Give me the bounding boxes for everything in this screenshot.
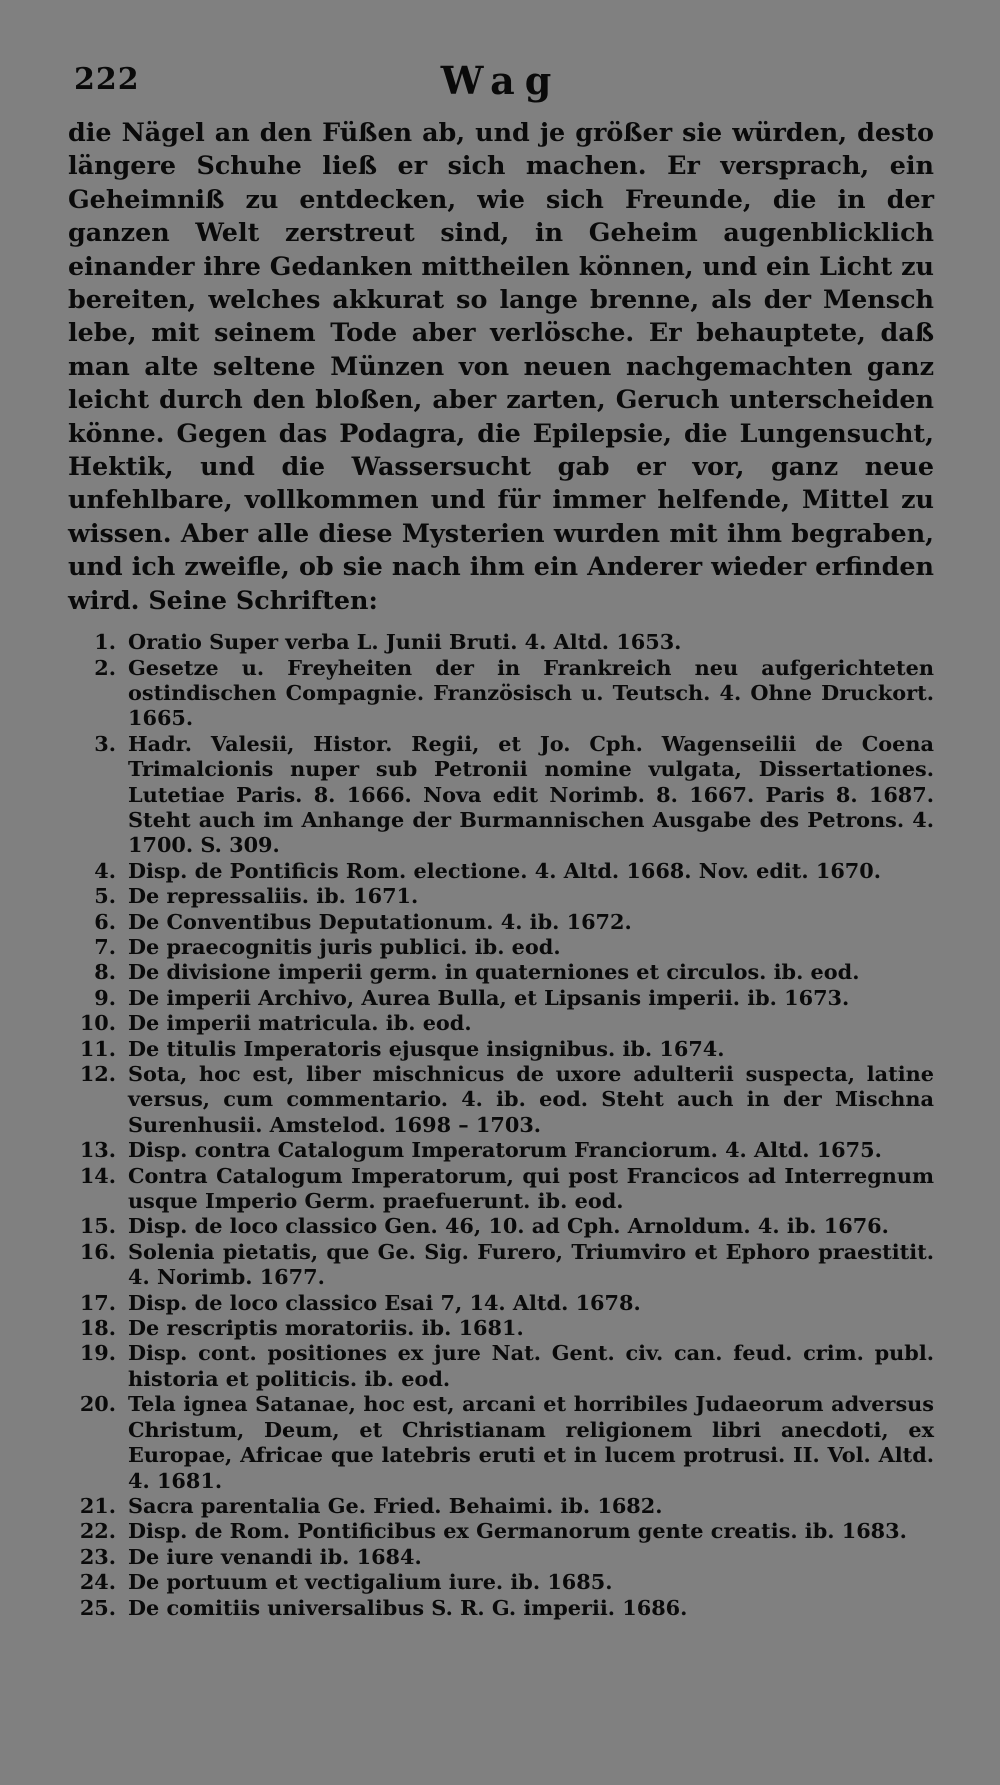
list-item bbox=[68, 1213, 934, 1238]
list-item-text: De portuum et vectigalium iure. ib. 1685. bbox=[128, 1569, 613, 1595]
list-item-text: Disp. contra Catalogum Imperatorum Franciorum. 4. Altd. 1675. bbox=[128, 1137, 882, 1163]
list-item-text: Hadr. Valesii, Histor. Regii, et Jo. Cph. Wagenseilii de Coena Trimalcionis nuper sub Petronii nomine vulgata, Dissertationes. Lutetiae Paris. 8. 1666. Nova edit Norimb. 8. 1667. Paris 8. 1687. Steht auch im Anhange der Burmannischen Ausgabe des Petrons. 4. 1700. S. 309. bbox=[128, 730, 934, 858]
list-item-text: De titulis Imperatoris ejusque insignibus. ib. 1674. bbox=[128, 1035, 725, 1061]
list-item-number: 1. bbox=[94, 629, 116, 655]
list-item-number: 22. bbox=[79, 1518, 116, 1544]
list-item-number: 21. bbox=[79, 1492, 116, 1518]
list-item-text: De rescriptis moratoriis. ib. 1681. bbox=[128, 1315, 524, 1341]
list-item-text: De comitiis universalibus S. R. G. imperii. 1686. bbox=[128, 1594, 688, 1620]
list-item-number: 5. bbox=[94, 883, 116, 909]
list-item-number: 17. bbox=[79, 1289, 116, 1315]
list-item bbox=[68, 883, 934, 908]
list-item-text: De imperii matricula. ib. eod. bbox=[128, 1010, 472, 1036]
list-item-text: Disp. de loco classico Gen. 46, 10. ad Cph. Arnoldum. 4. ib. 1676. bbox=[128, 1213, 889, 1239]
list-item-text: Disp. de loco classico Esai 7, 14. Altd. 1678. bbox=[128, 1289, 641, 1315]
works-list bbox=[68, 629, 934, 1620]
list-item-number: 6. bbox=[94, 908, 116, 934]
book-page bbox=[68, 58, 934, 1758]
list-item-number: 13. bbox=[79, 1137, 116, 1163]
list-item-text: De iure venandi ib. 1684. bbox=[128, 1543, 422, 1569]
list-item bbox=[68, 1493, 934, 1518]
list-item-text: Solenia pietatis, que Ge. Sig. Furero, Triumviro et Ephoro praestitit. 4. Norimb. 1677. bbox=[128, 1238, 934, 1290]
list-item-number: 11. bbox=[79, 1035, 116, 1061]
list-item-text: De divisione imperii germ. in quaterniones et circulos. ib. eod. bbox=[128, 959, 860, 985]
list-item-text: De praecognitis juris publici. ib. eod. bbox=[128, 933, 561, 959]
list-item-text: De repressaliis. ib. 1671. bbox=[128, 883, 419, 909]
works-heading: Seine Schriften: bbox=[148, 584, 378, 615]
list-item-text: Sota, hoc est, liber mischnicus de uxore adulterii suspecta, latine versus, cum commentario. 4. ib. eod. Steht auch in der Mischna Surenhusii. Amstelod. 1698 – 1703. bbox=[128, 1061, 934, 1137]
list-item-text: Disp. cont. positiones ex jure Nat. Gent. civ. can. feud. crim. publ. historia et politicis. ib. eod. bbox=[128, 1340, 934, 1391]
list-item-number: 14. bbox=[79, 1162, 116, 1188]
page-number: 222 bbox=[74, 62, 140, 97]
list-item bbox=[68, 1569, 934, 1594]
list-item bbox=[68, 1315, 934, 1340]
list-item-number: 15. bbox=[79, 1213, 116, 1239]
list-item bbox=[68, 655, 934, 731]
list-item-number: 16. bbox=[79, 1238, 116, 1264]
list-item bbox=[68, 934, 934, 959]
list-item-number: 8. bbox=[94, 959, 116, 985]
list-item bbox=[68, 1061, 934, 1137]
list-item bbox=[68, 985, 934, 1010]
list-item bbox=[68, 1010, 934, 1035]
list-item-text: De imperii Archivo, Aurea Bulla, et Lipsanis imperii. ib. 1673. bbox=[128, 984, 850, 1010]
list-item bbox=[68, 858, 934, 883]
list-item bbox=[68, 1518, 934, 1543]
list-item-text: Gesetze u. Freyheiten der in Frankreich neu aufgerichteten ostindischen Compagnie. Französisch u. Teutsch. 4. Ohne Druckort. 1665. bbox=[128, 654, 934, 731]
list-item-number: 12. bbox=[79, 1061, 116, 1086]
list-item-number: 9. bbox=[94, 984, 116, 1010]
list-item-text: Oratio Super verba L. Junii Bruti. 4. Altd. 1653. bbox=[128, 629, 682, 655]
list-item-text: Disp. de Rom. Pontificibus ex Germanorum gente creatis. ib. 1683. bbox=[128, 1518, 907, 1544]
list-item-text: Disp. de Pontificis Rom. electione. 4. Altd. 1668. Nov. edit. 1670. bbox=[128, 857, 881, 883]
list-item bbox=[68, 1391, 934, 1493]
list-item bbox=[68, 959, 934, 984]
list-item-text: De Conventibus Deputationum. 4. ib. 1672. bbox=[128, 908, 632, 934]
list-item-number: 24. bbox=[79, 1569, 116, 1595]
list-item-text: Sacra parentalia Ge. Fried. Behaimi. ib. 1682. bbox=[128, 1492, 663, 1518]
list-item-number: 3. bbox=[94, 730, 116, 756]
list-item bbox=[68, 1340, 934, 1391]
list-item bbox=[68, 1137, 934, 1162]
list-item bbox=[68, 1595, 934, 1620]
list-item bbox=[68, 629, 934, 654]
list-item-number: 19. bbox=[79, 1340, 116, 1366]
page-header bbox=[68, 58, 934, 108]
list-item-number: 25. bbox=[79, 1594, 116, 1620]
list-item bbox=[68, 1036, 934, 1061]
body-paragraph-text: die Nägel an den Füßen ab, und je größer sie würden, desto längere Schuhe ließ er sich machen. Er versprach, ein Geheimniß zu entdecken, wie sich Freunde, die in der ganzen Welt zerstreut sind, in Geheim augenblicklich einander ihre Gedanken mittheilen können, und ein Licht zu bereiten, welches akkurat so lange brenne, als der Mensch lebe, mit seinem Tode aber verlösche. Er behauptete, daß man alte seltene Münzen von neuen nachgemachten ganz leicht durch den bloßen, aber zarten, Geruch unterscheiden könne. Gegen das Podagra, die Epilepsie, die Lungensucht, Hektik, und die Wassersucht gab er vor, ganz neue unfehlbare, vollkommen und für immer helfende, Mittel zu wissen. Aber alle diese Mysterien wurden mit ihm begraben, und ich zweifle, ob sie nach ihm ein Anderer wieder erfinden wird. bbox=[68, 117, 934, 615]
list-item-text: Contra Catalogum Imperatorum, qui post Francicos ad Interregnum usque Imperio Germ. praefuerunt. ib. eod. bbox=[128, 1162, 934, 1214]
list-item bbox=[68, 1290, 934, 1315]
list-item-number: 4. bbox=[94, 857, 116, 883]
list-item bbox=[68, 1163, 934, 1214]
body-paragraph bbox=[68, 116, 934, 617]
list-item-text: Tela ignea Satanae, hoc est, arcani et horribiles Judaeorum adversus Christum, Deum, et Christianam religionem libri anecdoti, ex Europae, Africae que latebris eruti et in lucem protrusi. II. Vol. Altd. 4. 1681. bbox=[128, 1391, 934, 1493]
running-head: Wag bbox=[440, 58, 562, 103]
list-item-number: 23. bbox=[79, 1543, 116, 1569]
list-item-number: 7. bbox=[94, 933, 116, 959]
list-item bbox=[68, 731, 934, 858]
list-item-number: 2. bbox=[94, 654, 116, 680]
list-item bbox=[68, 1239, 934, 1290]
list-item bbox=[68, 909, 934, 934]
list-item-number: 10. bbox=[79, 1010, 116, 1036]
list-item-number: 20. bbox=[79, 1391, 116, 1417]
list-item-number: 18. bbox=[79, 1315, 116, 1341]
list-item bbox=[68, 1544, 934, 1569]
